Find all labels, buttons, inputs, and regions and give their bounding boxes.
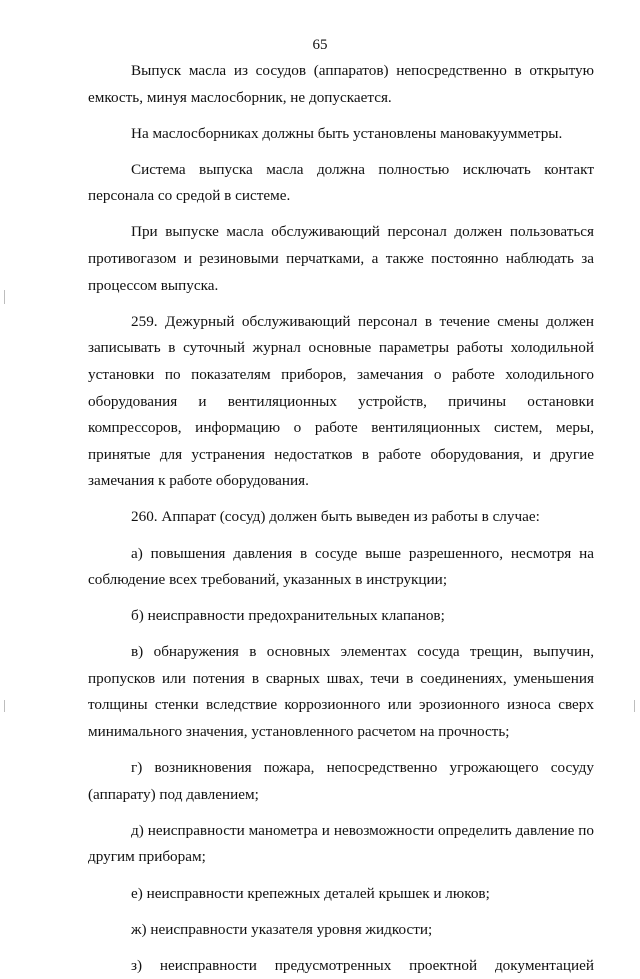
right-edge-mark	[634, 700, 635, 712]
paragraph-vacuum-gauges: На маслосборниках должны быть установлены мановакуумметры.	[131, 124, 563, 142]
paragraph-oil-release: Выпуск масла из сосудов (аппаратов) непосредственно в открытую емкость, минуя маслосборник, не допускается.	[88, 62, 594, 106]
item-v: в) обнаружения в основных элементах сосуда трещин, выпучин, пропусков или потения в сварных швах, течи в соединениях, уменьшения толщины стенки вследствие коррозионного или эрозионного износа сверх минимального значения, установленного расчетом на прочность;	[88, 643, 594, 741]
clause-260: 260. Аппарат (сосуд) должен быть выведен из работы в случае:	[131, 508, 540, 526]
clause-259: 259. Дежурный обслуживающий персонал в течение смены должен записывать в суточный журнал основные параметры работы холодильной установки по показателям приборов, замечания о работе холодильного оборудования и вентиляционных устройств, причины остановки компрессоров, информацию о работе вентиляционных систем, меры, принятые для устранения недостатков в работе оборудования, и другие замечания к работе оборудования.	[88, 312, 594, 490]
item-zh: ж) неисправности указателя уровня жидкости;	[131, 920, 433, 938]
item-a: а) повышения давления в сосуде выше разрешенного, несмотря на соблюдение всех требований, указанных в инструкции;	[88, 544, 594, 589]
item-d: д) неисправности манометра и невозможности определить давление по другим приборам;	[88, 821, 594, 866]
paragraph-oil-system: Система выпуска масла должна полностью исключать контакт персонала со средой в системе.	[88, 160, 594, 205]
item-z: з) неисправности предусмотренных проектной документацией	[131, 956, 594, 974]
item-b: б) неисправности предохранительных клапанов;	[131, 607, 445, 625]
left-edge-mark	[4, 290, 5, 304]
item-g: г) возникновения пожара, непосредственно угрожающего сосуду (аппарату) под давлением;	[88, 759, 594, 803]
item-e: е) неисправности крепежных деталей крышек и люков;	[131, 884, 490, 902]
left-edge-mark-bottom	[4, 700, 5, 712]
page-number: 65	[312, 37, 328, 53]
document-body	[88, 58, 594, 979]
paragraph-personnel-protection: При выпуске масла обслуживающий персонал должен пользоваться противогазом и резиновыми перчатками, а также постоянно наблюдать за процессом выпуска.	[88, 223, 594, 294]
